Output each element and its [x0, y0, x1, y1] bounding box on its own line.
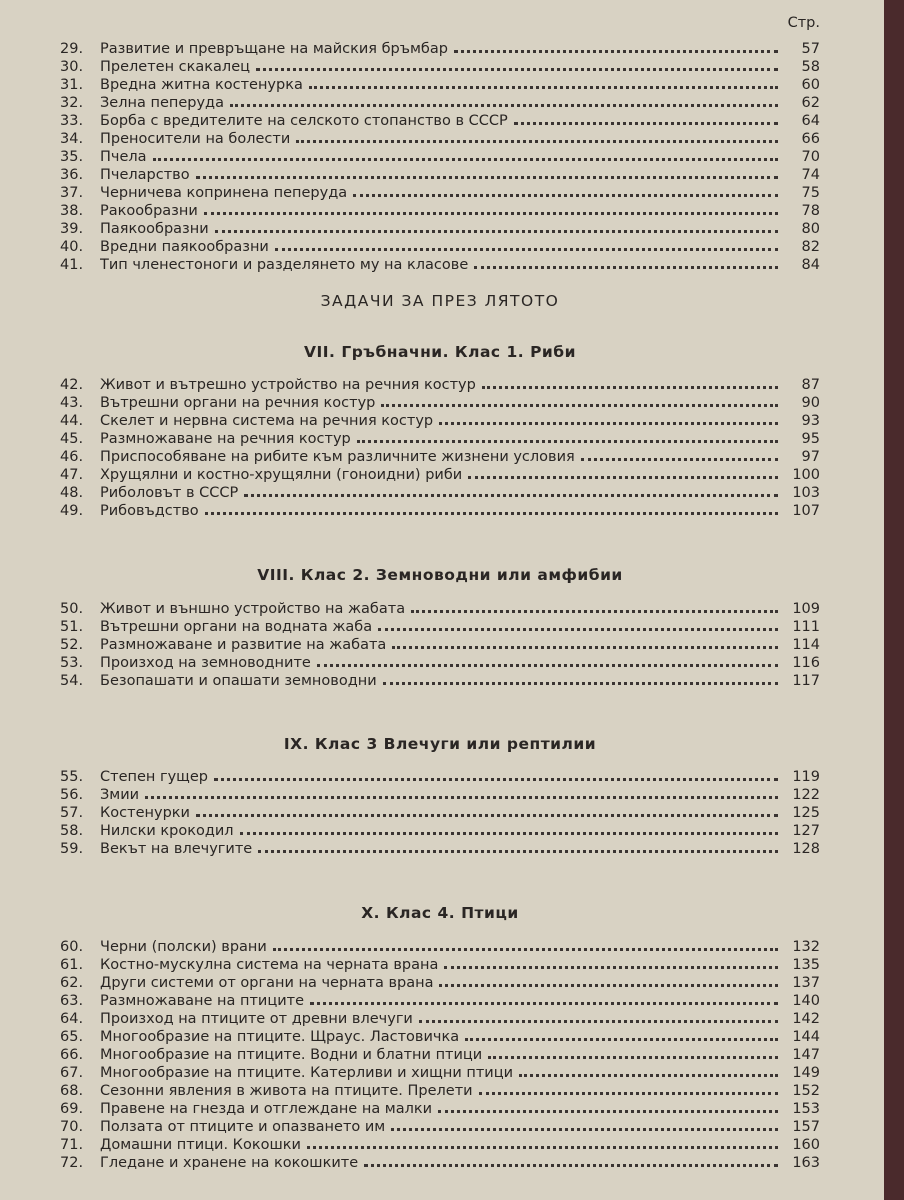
toc-entry	[60, 238, 820, 256]
toc-leader-dots	[205, 512, 778, 515]
toc-entry-title: Скелет и нервна система на речния костур	[100, 413, 434, 429]
toc-entry	[60, 1100, 820, 1118]
toc-entry-number: 58.	[60, 823, 84, 839]
toc-leader-dots	[479, 1092, 778, 1095]
toc-entry-title: Прелетен скакалец	[100, 59, 250, 75]
toc-entry	[60, 600, 820, 618]
toc-leader-dots	[519, 1074, 778, 1077]
toc-entry	[60, 184, 820, 202]
toc-entry-page: 109	[792, 601, 820, 617]
toc-entry-title: Развитие и превръщане на майския бръмбар	[100, 41, 448, 57]
toc-entry-number: 41.	[60, 257, 84, 273]
toc-entry-title: Произход на птиците от древни влечуги	[100, 1011, 413, 1027]
toc-entry-title: Тип членестоноги и разделянето му на класове	[100, 257, 469, 273]
toc-entry-title: Живот и вътрешно устройство на речния костур	[100, 377, 476, 393]
toc-leader-dots	[204, 212, 778, 215]
toc-entry	[60, 76, 820, 94]
toc-entry-page: 90	[801, 395, 820, 411]
toc-entry-title: Степен гущер	[100, 769, 208, 785]
toc-entry-title: Размножаване и развитие на жабата	[100, 637, 387, 653]
toc-entry-title: Паякообразни	[100, 221, 209, 237]
toc-entry	[60, 256, 820, 274]
toc-leader-dots	[145, 796, 778, 799]
toc-leader-dots	[357, 440, 778, 443]
toc-entry-title: Хрущялни и костно-хрущялни (гоноидни) риби	[100, 467, 463, 483]
toc-list-birds	[60, 938, 820, 1172]
toc-entry-number: 44.	[60, 413, 84, 429]
toc-entry	[60, 636, 820, 654]
toc-entry-page: 82	[801, 239, 820, 255]
section-heading-fishes: VII. Гръбначни. Клас 1. Риби	[304, 343, 576, 361]
toc-leader-dots	[240, 832, 778, 835]
toc-entry-page: 125	[792, 805, 820, 821]
toc-entry-number: 36.	[60, 167, 84, 183]
toc-entry-page: 84	[801, 257, 820, 273]
toc-entry	[60, 1136, 820, 1154]
toc-leader-dots	[364, 1164, 778, 1167]
toc-leader-dots	[244, 494, 778, 497]
toc-leader-dots	[474, 266, 778, 269]
toc-entry-page: 57	[801, 41, 820, 57]
toc-leader-dots	[488, 1056, 778, 1059]
toc-entry-title: Размножаване на птиците	[100, 993, 305, 1009]
toc-entry-page: 132	[792, 939, 820, 955]
toc-entry	[60, 502, 820, 520]
toc-entry	[60, 94, 820, 112]
toc-leader-dots	[411, 610, 778, 613]
toc-leader-dots	[381, 404, 778, 407]
toc-entry	[60, 804, 820, 822]
toc-entry-title: Костенурки	[100, 805, 190, 821]
toc-leader-dots	[378, 628, 778, 631]
toc-entry-number: 60.	[60, 939, 84, 955]
toc-entry-number: 72.	[60, 1155, 84, 1171]
toc-entry-number: 33.	[60, 113, 84, 129]
toc-entry-title: Многообразие на птиците. Щраус. Ластовичка	[100, 1029, 460, 1045]
toc-entry-page: 122	[792, 787, 820, 803]
toc-entry-title: Преносители на болести	[100, 131, 291, 147]
toc-entry-page: 149	[792, 1065, 820, 1081]
toc-leader-dots	[383, 682, 778, 685]
toc-leader-dots	[439, 984, 778, 987]
toc-entry-page: 93	[801, 413, 820, 429]
toc-entry-page: 152	[792, 1083, 820, 1099]
toc-entry	[60, 466, 820, 484]
toc-entry	[60, 130, 820, 148]
toc-entry-title: Нилски крокодил	[100, 823, 234, 839]
toc-entry	[60, 1046, 820, 1064]
toc-entry	[60, 974, 820, 992]
toc-entry-title: Ракообразни	[100, 203, 198, 219]
toc-entry-title: Рибовъдство	[100, 503, 199, 519]
toc-entry	[60, 992, 820, 1010]
toc-entry-page: 107	[792, 503, 820, 519]
toc-entry-title: Пчеларство	[100, 167, 190, 183]
toc-entry-title: Вредна житна костенурка	[100, 77, 303, 93]
toc-entry-number: 47.	[60, 467, 84, 483]
toc-entry-title: Гледане и хранене на кокошките	[100, 1155, 359, 1171]
toc-entry	[60, 822, 820, 840]
toc-entry-number: 43.	[60, 395, 84, 411]
toc-entry-page: 87	[801, 377, 820, 393]
toc-entry-page: 160	[792, 1137, 820, 1153]
section-heading-summer-tasks: ЗАДАЧИ ЗА ПРЕЗ ЛЯТОТО	[320, 292, 560, 310]
toc-entry	[60, 394, 820, 412]
toc-entry-number: 31.	[60, 77, 84, 93]
toc-entry-page: 117	[792, 673, 820, 689]
toc-entry	[60, 1118, 820, 1136]
toc-entry-page: 116	[792, 655, 820, 671]
toc-entry-page: 144	[792, 1029, 820, 1045]
toc-entry-page: 97	[801, 449, 820, 465]
toc-leader-dots	[468, 476, 778, 479]
toc-entry-number: 39.	[60, 221, 84, 237]
toc-entry-number: 29.	[60, 41, 84, 57]
toc-entry-number: 51.	[60, 619, 84, 635]
toc-entry-page: 100	[792, 467, 820, 483]
toc-entry	[60, 448, 820, 466]
toc-entry-page: 153	[792, 1101, 820, 1117]
toc-entry	[60, 1154, 820, 1172]
section-heading-reptiles: IX. Клас 3 Влечуги или рептилии	[283, 735, 597, 753]
toc-entry-number: 49.	[60, 503, 84, 519]
toc-leader-dots	[438, 1110, 778, 1113]
toc-leader-dots	[307, 1146, 778, 1149]
toc-leader-dots	[465, 1038, 778, 1041]
page-column-label: Стр.	[787, 15, 820, 31]
toc-entry-page: 157	[792, 1119, 820, 1135]
toc-entry-number: 68.	[60, 1083, 84, 1099]
toc-entry-page: 60	[801, 77, 820, 93]
toc-entry	[60, 376, 820, 394]
toc-entry-number: 53.	[60, 655, 84, 671]
toc-leader-dots	[439, 422, 778, 425]
toc-leader-dots	[256, 68, 778, 71]
toc-entry-page: 70	[801, 149, 820, 165]
toc-entry-page: 142	[792, 1011, 820, 1027]
toc-entry	[60, 40, 820, 58]
toc-entry-title: Размножаване на речния костур	[100, 431, 351, 447]
toc-entry	[60, 220, 820, 238]
toc-entry-number: 55.	[60, 769, 84, 785]
toc-entry	[60, 202, 820, 220]
toc-entry-number: 35.	[60, 149, 84, 165]
toc-entry-number: 48.	[60, 485, 84, 501]
toc-leader-dots	[309, 86, 778, 89]
section-heading-birds: X. Клас 4. Птици	[361, 904, 519, 922]
toc-entry-title: Пчела	[100, 149, 147, 165]
toc-entry-number: 62.	[60, 975, 84, 991]
toc-entry-title: Многообразие на птиците. Водни и блатни птици	[100, 1047, 483, 1063]
toc-entry-title: Риболовът в СССР	[100, 485, 239, 501]
toc-entry	[60, 1082, 820, 1100]
toc-entry	[60, 654, 820, 672]
toc-entry	[60, 1064, 820, 1082]
toc-entry-title: Сезонни явления в живота на птиците. Прелети	[100, 1083, 473, 1099]
toc-entry	[60, 618, 820, 636]
toc-leader-dots	[214, 778, 778, 781]
toc-leader-dots	[196, 176, 778, 179]
toc-entry-page: 66	[801, 131, 820, 147]
toc-entry-number: 67.	[60, 1065, 84, 1081]
toc-entry-title: Приспособяване на рибите към различните жизнени условия	[100, 449, 575, 465]
toc-leader-dots	[258, 850, 778, 853]
toc-leader-dots	[296, 140, 778, 143]
toc-entry-page: 119	[792, 769, 820, 785]
toc-entry	[60, 412, 820, 430]
toc-entry-number: 57.	[60, 805, 84, 821]
toc-entry-page: 114	[792, 637, 820, 653]
toc-entry-page: 78	[801, 203, 820, 219]
toc-entry	[60, 956, 820, 974]
toc-leader-dots	[275, 248, 778, 251]
toc-entry	[60, 112, 820, 130]
toc-entry-page: 62	[801, 95, 820, 111]
toc-entry-title: Правене на гнезда и отглеждане на малки	[100, 1101, 433, 1117]
toc-entry-page: 137	[792, 975, 820, 991]
toc-leader-dots	[581, 458, 778, 461]
toc-list-arthropods	[60, 40, 820, 274]
toc-leader-dots	[392, 646, 778, 649]
toc-entry-title: Вътрешни органи на водната жаба	[100, 619, 373, 635]
toc-entry-page: 95	[801, 431, 820, 447]
toc-entry-page: 163	[792, 1155, 820, 1171]
toc-leader-dots	[230, 104, 778, 107]
toc-entry-page: 135	[792, 957, 820, 973]
toc-entry-number: 71.	[60, 1137, 84, 1153]
toc-leader-dots	[444, 966, 778, 969]
toc-entry-title: Костно-мускулна система на черната врана	[100, 957, 439, 973]
toc-entry-title: Зелна пеперуда	[100, 95, 224, 111]
toc-entry	[60, 166, 820, 184]
toc-leader-dots	[514, 122, 778, 125]
toc-entry	[60, 672, 820, 690]
toc-leader-dots	[419, 1020, 778, 1023]
toc-leader-dots	[482, 386, 778, 389]
toc-entry-page: 80	[801, 221, 820, 237]
toc-entry-title: Многообразие на птиците. Катерливи и хищни птици	[100, 1065, 513, 1081]
toc-entry-number: 69.	[60, 1101, 84, 1117]
toc-entry	[60, 1028, 820, 1046]
toc-entry-number: 32.	[60, 95, 84, 111]
toc-entry-number: 40.	[60, 239, 84, 255]
toc-entry-title: Черни (полски) врани	[100, 939, 267, 955]
toc-entry-number: 45.	[60, 431, 84, 447]
toc-entry	[60, 430, 820, 448]
toc-entry-page: 147	[792, 1047, 820, 1063]
toc-leader-dots	[353, 194, 778, 197]
toc-entry	[60, 1010, 820, 1028]
toc-entry-number: 61.	[60, 957, 84, 973]
toc-entry-title: Други системи от органи на черната врана	[100, 975, 434, 991]
toc-entry-page: 74	[801, 167, 820, 183]
toc-entry-title: Змии	[100, 787, 140, 803]
toc-entry-page: 75	[801, 185, 820, 201]
toc-entry-number: 30.	[60, 59, 84, 75]
toc-entry-number: 42.	[60, 377, 84, 393]
toc-entry-page: 128	[792, 841, 820, 857]
toc-entry-page: 111	[792, 619, 820, 635]
toc-entry-title: Домашни птици. Кокошки	[100, 1137, 301, 1153]
toc-entry	[60, 786, 820, 804]
toc-entry	[60, 840, 820, 858]
toc-entry-number: 63.	[60, 993, 84, 1009]
toc-leader-dots	[310, 1002, 778, 1005]
toc-entry-number: 65.	[60, 1029, 84, 1045]
toc-entry-title: Вредни паякообразни	[100, 239, 269, 255]
toc-entry-title: Ползата от птиците и опазването им	[100, 1119, 386, 1135]
toc-entry-page: 103	[792, 485, 820, 501]
toc-entry	[60, 148, 820, 166]
toc-leader-dots	[273, 948, 778, 951]
toc-list-fishes	[60, 376, 820, 520]
toc-entry-number: 70.	[60, 1119, 84, 1135]
toc-entry-number: 54.	[60, 673, 84, 689]
toc-list-amphibians	[60, 600, 820, 690]
toc-entry-number: 59.	[60, 841, 84, 857]
toc-leader-dots	[317, 664, 778, 667]
toc-entry	[60, 58, 820, 76]
toc-entry-page: 58	[801, 59, 820, 75]
toc-entry-number: 50.	[60, 601, 84, 617]
toc-entry-number: 64.	[60, 1011, 84, 1027]
toc-entry-page: 64	[801, 113, 820, 129]
toc-entry-page: 127	[792, 823, 820, 839]
toc-entry	[60, 484, 820, 502]
section-heading-amphibians: VIII. Клас 2. Земноводни или амфибии	[257, 566, 623, 584]
toc-entry-number: 38.	[60, 203, 84, 219]
toc-entry-number: 56.	[60, 787, 84, 803]
toc-leader-dots	[215, 230, 778, 233]
toc-entry-title: Векът на влечугите	[100, 841, 253, 857]
toc-leader-dots	[153, 158, 778, 161]
toc-entry-title: Борба с вредителите на селското стопанство в СССР	[100, 113, 508, 129]
toc-list-reptiles	[60, 768, 820, 858]
toc-entry	[60, 768, 820, 786]
toc-entry-number: 66.	[60, 1047, 84, 1063]
toc-entry-number: 37.	[60, 185, 84, 201]
toc-entry-title: Вътрешни органи на речния костур	[100, 395, 376, 411]
toc-entry-title: Живот и външно устройство на жабата	[100, 601, 406, 617]
toc-entry-number: 46.	[60, 449, 84, 465]
toc-leader-dots	[196, 814, 778, 817]
book-cover-edge	[884, 0, 904, 1200]
toc-entry	[60, 938, 820, 956]
toc-entry-title: Безопашати и опашати земноводни	[100, 673, 377, 689]
toc-entry-page: 140	[792, 993, 820, 1009]
toc-entry-number: 52.	[60, 637, 84, 653]
toc-entry-title: Черничева копринена пеперуда	[100, 185, 348, 201]
toc-entry-title: Произход на земноводните	[100, 655, 311, 671]
toc-leader-dots	[391, 1128, 778, 1131]
toc-entry-number: 34.	[60, 131, 84, 147]
toc-leader-dots	[454, 50, 778, 53]
